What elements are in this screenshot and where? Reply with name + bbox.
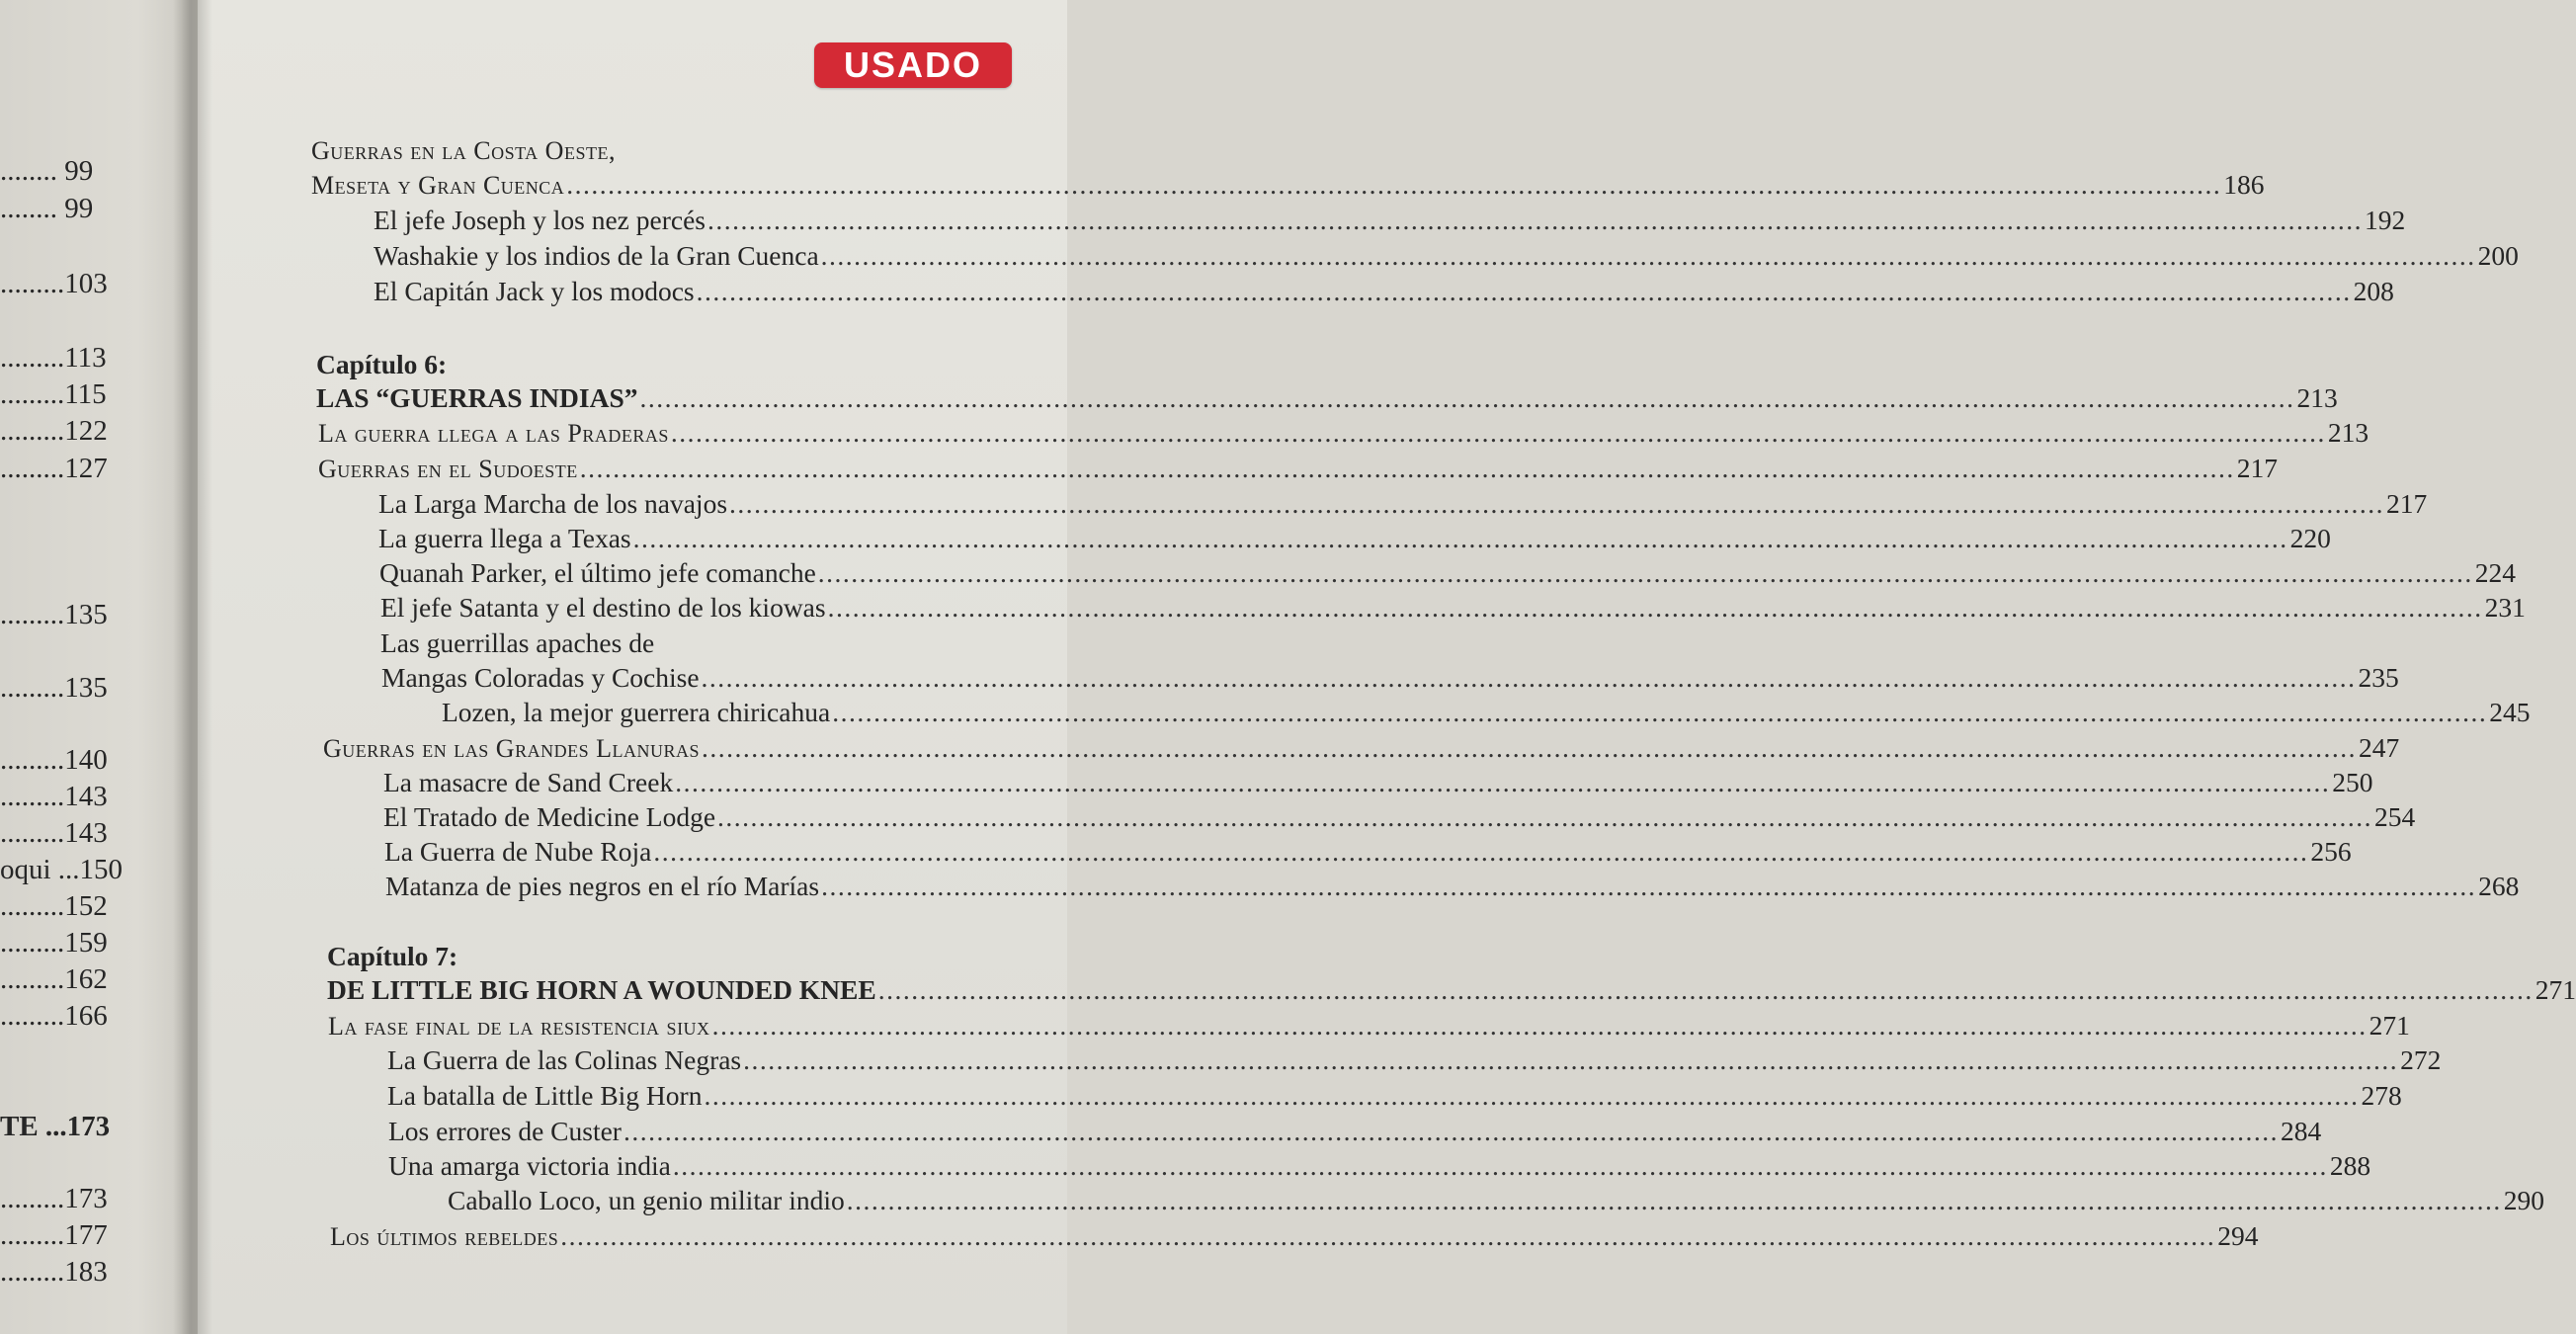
left-page-entry: .........135	[0, 599, 108, 630]
toc-entry-title: Guerras en el Sudoeste	[318, 455, 578, 483]
left-page-entry: .........140	[0, 744, 108, 776]
book-gutter	[173, 0, 212, 1334]
toc-entry-title: Washakie y los indios de la Gran Cuenca	[374, 240, 819, 271]
toc-entry-title: La Guerra de las Colinas Negras	[387, 1044, 742, 1075]
toc-leader: ........................................................................................................................................................................................................	[707, 205, 2363, 235]
toc-page-number: 235	[2358, 662, 2399, 693]
toc-entry	[328, 1009, 2410, 1042]
left-page-entry: .........143	[0, 817, 108, 849]
left-page-entry: .........115	[0, 378, 107, 410]
toc-entry-title: Meseta y Gran Cuenca	[311, 171, 565, 200]
toc-entry-title: La guerra llega a las Praderas	[318, 419, 669, 448]
toc-entry	[378, 522, 2331, 555]
chapter-label	[316, 348, 447, 381]
toc-leader: ........................................................................................................................................................................................................	[832, 697, 2488, 727]
toc-leader: ........................................................................................................................................................................................................	[701, 732, 2357, 763]
toc-page-number: 192	[2365, 205, 2406, 235]
toc-leader: ........................................................................................................................................................................................................	[675, 767, 2331, 797]
toc-entry-title: Matanza de pies negros en el río Marías	[385, 871, 820, 901]
toc-entry-title: Una amarga victoria india	[388, 1150, 671, 1181]
toc-page-number: 217	[2236, 453, 2278, 483]
toc-entry	[448, 1184, 2544, 1217]
left-page-entry: .........183	[0, 1256, 108, 1288]
toc-entry	[318, 416, 2369, 450]
chapter-label	[327, 940, 457, 973]
toc-leader: ........................................................................................................................................................................................................	[653, 836, 2309, 867]
left-page-entry: .........143	[0, 781, 108, 812]
toc-entry-title: El Tratado de Medicine Lodge	[383, 801, 716, 832]
toc-leader: ........................................................................................................................................................................................................	[670, 417, 2326, 448]
toc-page-number: 217	[2386, 488, 2428, 519]
toc-leader: ........................................................................................................................................................................................................	[820, 240, 2476, 271]
left-page-entry: TE ...173	[0, 1111, 111, 1142]
toc-leader: ........................................................................................................................................................................................................	[701, 662, 2357, 693]
toc-entry	[385, 870, 2520, 903]
left-page-entry: .........166	[0, 1000, 108, 1032]
toc-leader: ........................................................................................................................................................................................................	[846, 1185, 2502, 1215]
toc-leader: ........................................................................................................................................................................................................	[632, 523, 2288, 553]
left-page-entry: .........122	[0, 415, 108, 447]
toc-page-number: 224	[2474, 557, 2517, 588]
left-page-entry: oqui ...150	[0, 854, 124, 885]
chapter-6-label: Capítulo 6:	[316, 349, 448, 379]
toc-entry-title: Las guerrillas apaches de	[380, 627, 655, 658]
toc-entry-title: Lozen, la mejor guerrera chiricahua	[442, 697, 831, 727]
used-badge	[814, 42, 1012, 88]
toc-page-number: 254	[2374, 801, 2416, 832]
toc-entry	[374, 204, 2406, 237]
toc-entry	[318, 452, 2278, 485]
toc-entry-title: Los últimos rebeldes	[330, 1222, 559, 1251]
left-page-entry: .........162	[0, 963, 108, 995]
toc-entry	[384, 835, 2352, 869]
toc-leader: ........................................................................................................................................................................................................	[696, 276, 2352, 306]
toc-entry-title: Mangas Coloradas y Cochise	[381, 662, 700, 693]
toc-page-number: 256	[2310, 836, 2352, 867]
toc-page-number: 294	[2217, 1220, 2259, 1251]
toc-entry	[380, 626, 654, 660]
chapter-7-title: DE LITTLE BIG HORN A WOUNDED KNEE	[327, 974, 876, 1005]
toc-leader: ........................................................................................................................................................................................................	[623, 1116, 2279, 1146]
left-page-entry: .........152	[0, 890, 108, 922]
toc-entry-title: La Larga Marcha de los navajos	[378, 488, 728, 519]
toc-entry	[374, 239, 2519, 273]
toc-entry	[387, 1079, 2402, 1113]
toc-page-number: 208	[2353, 276, 2394, 306]
toc-entry	[311, 168, 2265, 202]
toc-leader: ........................................................................................................................................................................................................	[877, 974, 2534, 1005]
toc-leader: ........................................................................................................................................................................................................	[711, 1010, 2368, 1041]
toc-entry-title: Quanah Parker, el último jefe comanche	[379, 557, 816, 588]
toc-leader: ........................................................................................................................................................................................................	[560, 1220, 2216, 1251]
used-badge-label: USADO	[843, 44, 982, 85]
left-page-entry: .........173	[0, 1183, 108, 1214]
toc-page-number: 284	[2280, 1116, 2322, 1146]
toc-page-number: 200	[2477, 240, 2519, 271]
left-page-entry: .........135	[0, 672, 108, 704]
toc-leader: ........................................................................................................................................................................................................	[743, 1044, 2399, 1075]
toc-entry	[323, 731, 2400, 765]
toc-entry	[388, 1149, 2371, 1183]
toc-entry-title: Los errores de Custer	[388, 1116, 622, 1146]
toc-page-number: 231	[2484, 592, 2526, 623]
toc-entry	[442, 696, 2531, 729]
toc-page-number: 213	[2327, 417, 2369, 448]
toc-entry-title: El Capitán Jack y los modocs	[374, 276, 695, 306]
toc-page-number: 288	[2329, 1150, 2371, 1181]
left-page-entry: ........ 99	[0, 155, 94, 187]
toc-leader: ........................................................................................................................................................................................................	[639, 382, 2295, 413]
toc-page-number: 290	[2503, 1185, 2544, 1215]
toc-entry-title: La Guerra de Nube Roja	[384, 836, 652, 867]
left-page-entry: .........159	[0, 927, 108, 959]
left-page-entry: .........177	[0, 1219, 108, 1251]
chapter-title-entry	[327, 973, 2576, 1007]
toc-entry-title: La masacre de Sand Creek	[383, 767, 674, 797]
toc-page-number: 213	[2296, 382, 2338, 413]
toc-page-number: 268	[2478, 871, 2520, 901]
toc-leader: ........................................................................................................................................................................................................	[579, 453, 2235, 483]
toc-entry-title: La fase final de la resistencia siux	[328, 1012, 710, 1041]
toc-entry	[379, 556, 2517, 590]
toc-page-number: 271	[2368, 1010, 2410, 1041]
toc-entry	[383, 800, 2416, 834]
toc-entry-title: El jefe Satanta y el destino de los kiowas	[380, 592, 826, 623]
toc-entry-title: El jefe Joseph y los nez percés	[374, 205, 706, 235]
left-page-entry: ........ 99	[0, 193, 94, 224]
toc-entry	[330, 1219, 2259, 1253]
toc-leader: ........................................................................................................................................................................................................	[717, 801, 2373, 832]
toc-page-number: 220	[2289, 523, 2331, 553]
toc-leader: ........................................................................................................................................................................................................	[821, 871, 2477, 901]
left-page-entry: .........127	[0, 453, 108, 484]
toc-leader: ........................................................................................................................................................................................................	[566, 169, 2222, 200]
toc-entry	[380, 591, 2526, 625]
toc-entry	[374, 275, 2394, 308]
toc-entry	[387, 1043, 2442, 1077]
toc-leader: ........................................................................................................................................................................................................	[817, 557, 2473, 588]
toc-page-number: 250	[2332, 767, 2373, 797]
toc-page-number: 272	[2400, 1044, 2442, 1075]
toc-page-number: 278	[2361, 1080, 2402, 1111]
chapter-title-entry	[316, 381, 2338, 415]
toc-section-title: Guerras en la Costa Oeste,	[311, 136, 616, 165]
toc-page-number: 271	[2534, 974, 2576, 1005]
toc-entry	[383, 766, 2373, 799]
toc-page-number: 247	[2358, 732, 2400, 763]
toc-leader: ........................................................................................................................................................................................................	[704, 1080, 2360, 1111]
toc-entry	[388, 1115, 2322, 1148]
left-page-entry: .........103	[0, 268, 108, 299]
toc-entry	[381, 661, 2399, 695]
toc-leader: ........................................................................................................................................................................................................	[729, 488, 2385, 519]
chapter-7-label: Capítulo 7:	[327, 941, 458, 971]
toc-entry-title: Caballo Loco, un genio militar indio	[448, 1185, 845, 1215]
toc-entry-title: La batalla de Little Big Horn	[387, 1080, 703, 1111]
toc-entry-title: La guerra llega a Texas	[378, 523, 631, 553]
left-page-entry: .........113	[0, 342, 107, 374]
toc-section-heading	[311, 134, 616, 168]
toc-entry-title: Guerras en las Grandes Llanuras	[323, 734, 700, 763]
left-page	[0, 0, 198, 1334]
toc-page-number: 186	[2223, 169, 2265, 200]
chapter-6-title: LAS “GUERRAS INDIAS”	[316, 382, 638, 413]
toc-entry	[378, 487, 2428, 521]
toc-leader: ........................................................................................................................................................................................................	[672, 1150, 2328, 1181]
toc-leader: ........................................................................................................................................................................................................	[827, 592, 2483, 623]
toc-page-number: 245	[2489, 697, 2531, 727]
